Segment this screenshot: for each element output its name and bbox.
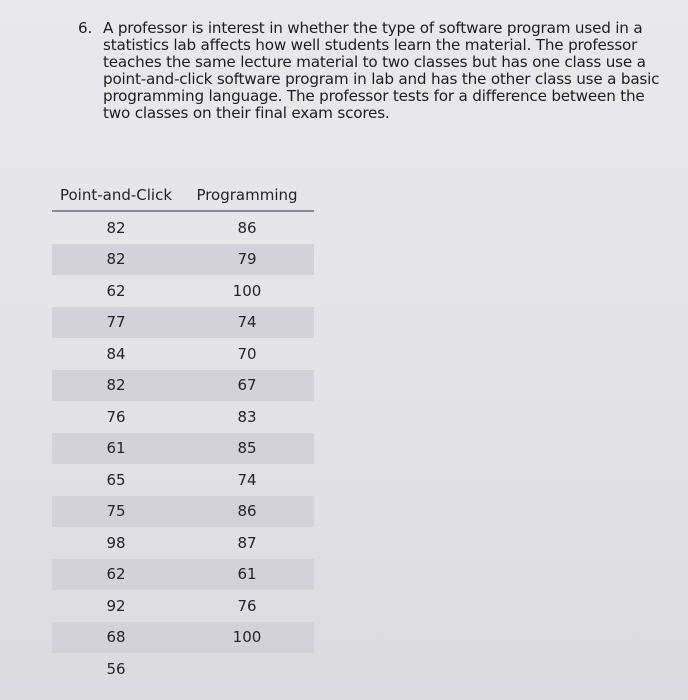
scores-table [52, 180, 314, 685]
programming-score: 100 [180, 622, 314, 654]
point-and-click-score: 82 [52, 370, 180, 402]
programming-score: 86 [237, 218, 257, 237]
point-and-click-score: 61 [52, 433, 180, 465]
table-row [52, 338, 314, 370]
programming-score: 76 [237, 596, 257, 615]
header-programming: Programming [180, 180, 314, 211]
point-and-click-score: 68 [52, 622, 180, 654]
programming-score: 79 [180, 244, 314, 276]
point-and-click-score: 98 [106, 533, 126, 552]
point-and-click-score: 84 [106, 344, 126, 363]
programming-score: 74 [180, 307, 314, 339]
point-and-click-score: 82 [106, 218, 126, 237]
table-row [52, 401, 314, 433]
programming-score: 86 [180, 496, 314, 528]
header-point-and-click: Point-and-Click [52, 180, 180, 211]
point-and-click-score: 75 [52, 496, 180, 528]
programming-score: 61 [180, 559, 314, 591]
table-row [52, 527, 314, 559]
point-and-click-score: 77 [52, 307, 180, 339]
point-and-click-score: 65 [106, 470, 126, 489]
point-and-click-score: 56 [106, 659, 126, 678]
table-row [52, 590, 314, 622]
table-row [52, 559, 314, 591]
programming-score: 85 [180, 433, 314, 465]
programming-score: 87 [237, 533, 257, 552]
point-and-click-score: 92 [106, 596, 126, 615]
table-row [52, 496, 314, 528]
point-and-click-score: 62 [52, 559, 180, 591]
point-and-click-score: 82 [52, 244, 180, 276]
table-row [52, 275, 314, 307]
programming-score [180, 653, 314, 685]
table-row [52, 433, 314, 465]
point-and-click-score: 76 [106, 407, 126, 426]
point-and-click-score: 62 [106, 281, 126, 300]
question-number: 6. [78, 19, 93, 37]
table-row [52, 244, 314, 276]
table-row [52, 211, 314, 244]
programming-score: 67 [180, 370, 314, 402]
table-row [52, 464, 314, 496]
table-row [52, 653, 314, 685]
programming-score: 83 [237, 407, 257, 426]
question-block [78, 20, 670, 122]
table-row [52, 307, 314, 339]
programming-score: 70 [237, 344, 257, 363]
question-text: A professor is interest in whether the type of software program used in a statistics lab affects how well students learn the material. The professor teaches the same lecture material to two classes but has one class use a point-and-click software program in lab and has the other class use a basic programming language. The professor tests for a difference between the two classes on their final exam scores. [103, 19, 660, 122]
table-row [52, 370, 314, 402]
table-row [52, 622, 314, 654]
table-header-row [52, 180, 314, 211]
programming-score: 74 [237, 470, 257, 489]
programming-score: 100 [232, 281, 262, 300]
